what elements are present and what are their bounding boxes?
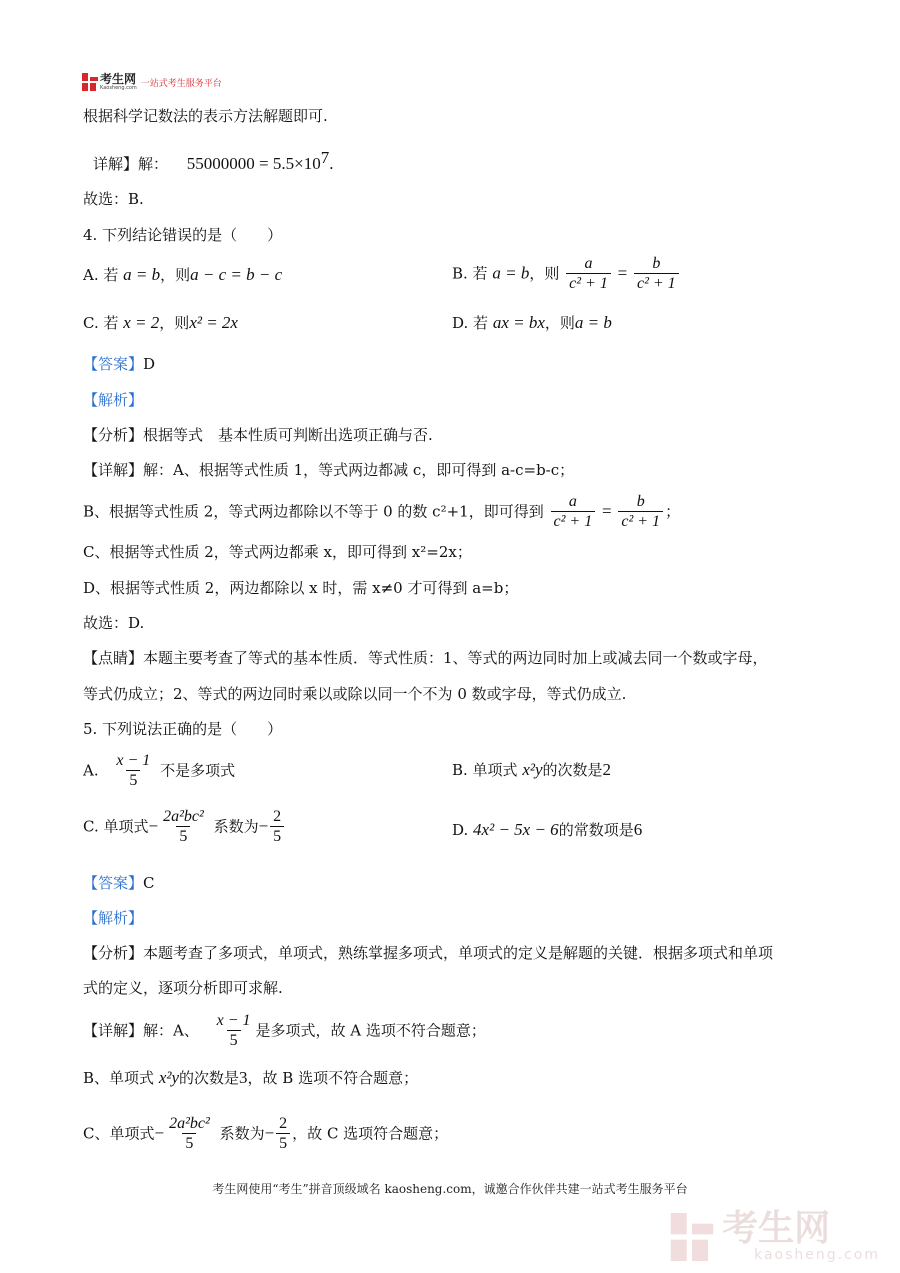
- fraction: [160, 808, 207, 847]
- math-expr: a = b: [574, 313, 612, 332]
- page-footer: 考生网使用“考生”拼音顶级域名 kaosheng.com，诚邀合作伙伴共建一站式考生服务平台: [212, 1182, 688, 1196]
- fraction: [566, 255, 611, 294]
- logo-slogan: 一站式考生服务平台: [140, 78, 222, 89]
- analysis-line: 【分析】根据等式 基本性质可判断出选项正确与否.: [83, 426, 433, 444]
- equals-sign: =: [617, 263, 628, 283]
- detail-value: 3: [239, 1068, 248, 1087]
- watermark-sub: kaosheng.com: [754, 1247, 880, 1263]
- detail-line: 详解】解： $55000000 = 5.5\times 10^7$.: [93, 148, 334, 173]
- denominator: c² + 1: [551, 511, 596, 532]
- detail-text: 系数为: [219, 1124, 265, 1143]
- numerator: x − 1: [216, 1012, 251, 1029]
- watermark: [670, 1208, 880, 1263]
- math-expr: a = b: [492, 263, 530, 283]
- answer-4: [83, 354, 155, 374]
- q4-option-a: [83, 265, 282, 285]
- fraction: [276, 1115, 290, 1154]
- numerator: x − 1: [116, 752, 151, 769]
- numerator: b: [636, 493, 645, 510]
- detail-line: [83, 493, 680, 532]
- math-expr: x²y: [522, 760, 543, 779]
- math-expr: a = b: [123, 265, 161, 284]
- math-expr: 4x² − 5x − 6: [473, 820, 559, 839]
- denominator: 5: [276, 1133, 290, 1154]
- detail-line: [83, 1068, 418, 1088]
- denominator: 5: [126, 770, 140, 791]
- analysis-tag-5: 【解析】: [83, 909, 144, 927]
- option-label: C. 若: [83, 314, 119, 332]
- numerator: 2: [279, 1115, 288, 1132]
- fraction: [634, 255, 679, 294]
- math-expr: x² = 2x: [189, 313, 238, 332]
- logo-name: 考生网: [100, 72, 137, 86]
- header-logo: [82, 73, 222, 91]
- numerator: b: [652, 255, 661, 272]
- option-text: ，则: [160, 266, 191, 284]
- equals-sign: =: [601, 501, 612, 521]
- q4-option-c: [83, 313, 238, 333]
- detail-line: [83, 1012, 486, 1051]
- math-expr: 55000000 = 5.5×10: [186, 154, 321, 173]
- option-value: 6: [633, 820, 643, 839]
- detail-text: B、单项式: [83, 1069, 155, 1087]
- question-4: 4. 下列结论错误的是（ ）: [83, 226, 283, 244]
- detail-line: C、单项式− $\frac{\text{2a²bc²}}{5}$ 系数为− $\frac{2}{5}$ ，故 C 选项符合题意；: [83, 1115, 449, 1152]
- kaosheng-logo-icon: [82, 73, 98, 91]
- detail-text: 【详解】解：A、: [83, 1021, 199, 1040]
- answer-value: D: [143, 355, 156, 373]
- detail-text: C、单项式: [83, 1124, 155, 1143]
- denominator: c² + 1: [618, 511, 663, 532]
- comment-line: 等式仍成立；2、等式的两边同时乘以或除以同一个不为 0 数或字母，等式仍成立.: [83, 685, 627, 703]
- fraction: [618, 493, 663, 532]
- numerator: a: [584, 255, 593, 272]
- detail-label: 详解】解：: [93, 155, 169, 173]
- detail-text: 是多项式，故 A 选项不符合题意；: [255, 1021, 486, 1040]
- option-label: D. 若: [452, 314, 489, 332]
- answer-tag: 【答案】: [83, 355, 144, 373]
- detail-line: C、根据等式性质 2，等式两边都乘 x，即可得到 x²=2x；: [83, 543, 472, 561]
- fraction: [214, 1012, 254, 1051]
- option-label: B. 单项式: [452, 761, 518, 779]
- denominator: c² + 1: [634, 273, 679, 294]
- q4-option-d: [452, 313, 612, 333]
- logo-url: Kaosheng.com: [100, 85, 137, 91]
- q5-option-a: [83, 752, 235, 791]
- q5-option-c: C. 单项式− $\frac{\text{2a²bc²}}{5}$ 系数为− $\frac{2}{5}$: [83, 808, 286, 847]
- fraction: [113, 752, 153, 791]
- option-text: 的次数是: [542, 761, 603, 779]
- math-expr: x = 2: [123, 313, 160, 332]
- text-line: 故选：B.: [83, 190, 144, 208]
- denominator: 5: [182, 1133, 196, 1154]
- analysis-line: 式的定义，逐项分析即可求解.: [83, 979, 283, 997]
- detail-text: B、根据等式性质 2，等式两边都除以不等于 0 的数 c²+1，即可得到: [83, 502, 544, 521]
- option-label: A.: [83, 761, 99, 780]
- fraction: [270, 808, 284, 847]
- detail-text: 的次数是: [179, 1069, 240, 1087]
- watermark-logo-icon: [670, 1213, 714, 1261]
- option-value: 2: [602, 760, 612, 779]
- answer-tag: 【答案】: [83, 874, 144, 892]
- option-label: A. 若: [83, 266, 119, 284]
- answer-value: C: [143, 874, 155, 892]
- q5-option-d: [452, 820, 642, 840]
- option-text: 的常数项是: [558, 821, 634, 839]
- numerator: 2a²bc²: [163, 808, 204, 825]
- punctuation: ；: [665, 502, 681, 521]
- question-5: 5. 下列说法正确的是（ ）: [83, 720, 283, 738]
- analysis-line: 【分析】本题考查了多项式，单项式，熟练掌握多项式，单项式的定义是解题的关键．根据多项式和单项: [83, 944, 774, 962]
- denominator: 5: [176, 826, 190, 847]
- fraction: [551, 493, 596, 532]
- detail-text: ，故 B 选项不符合题意；: [247, 1069, 419, 1087]
- analysis-tag-4: 【解析】: [83, 391, 144, 409]
- option-text: ，则: [544, 314, 575, 332]
- numerator: 2: [273, 808, 282, 825]
- math-expr: ax = bx: [492, 313, 545, 332]
- detail-line: 【详解】解：A、根据等式性质 1，等式两边都减 c，即可得到 a-c=b-c；: [83, 461, 575, 479]
- option-text: 不是多项式: [160, 761, 236, 780]
- denominator: 5: [270, 826, 284, 847]
- denominator: c² + 1: [566, 273, 611, 294]
- option-label: C. 单项式: [83, 817, 149, 836]
- option-text: 系数为: [213, 817, 259, 836]
- detail-line: D、根据等式性质 2，两边都除以 x 时，需 x≠0 才可得到 a=b；: [83, 579, 519, 597]
- fraction: [166, 1115, 213, 1154]
- option-label: D.: [452, 821, 469, 839]
- option-text: ，则: [529, 264, 560, 283]
- option-label: B. 若: [452, 264, 488, 283]
- answer-5: [83, 873, 155, 893]
- math-expr: x²y: [158, 1068, 179, 1087]
- math-exponent: 7: [320, 148, 330, 167]
- watermark-text: 考生网: [722, 1208, 831, 1249]
- math-expr: a − c = b − c: [190, 265, 283, 284]
- text-line: 根据科学记数法的表示方法解题即可.: [83, 107, 328, 125]
- option-text: ，则: [159, 314, 190, 332]
- detail-text: ，故 C 选项符合题意；: [292, 1124, 449, 1143]
- comment-line: 【点睛】本题主要考查了等式的基本性质．等式性质：1、等式的两边同时加上或减去同一个数或字母，: [83, 649, 768, 667]
- q5-option-b: [452, 760, 611, 780]
- numerator: 2a²bc²: [169, 1115, 210, 1132]
- denominator: 5: [227, 1030, 241, 1051]
- q4-option-b: [452, 255, 681, 294]
- text-line: 故选：D.: [83, 614, 145, 632]
- numerator: a: [568, 493, 577, 510]
